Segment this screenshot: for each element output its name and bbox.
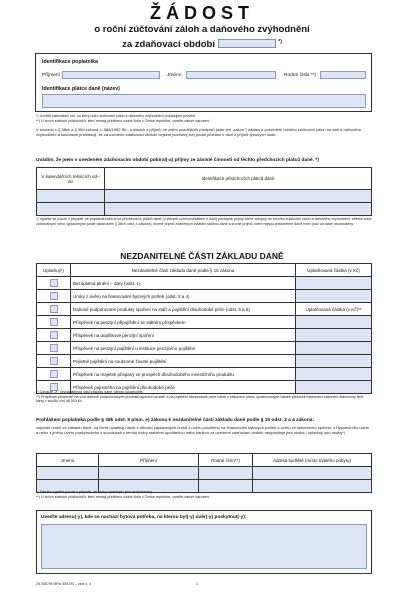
payers-col-months: V kalendářních měsících od–do — [37, 168, 105, 190]
footer-code: 25 5457/B MFin 5457/B – vzor č. 4 — [36, 582, 92, 586]
notes-allowances — [36, 390, 372, 404]
address-label: Uveďte adresu(-y), kde se nachází bytová potřeba, na kterou byl(-y) úvěr(-y) poskytnut(-y): — [41, 515, 247, 520]
payers-note: *) Vyplňte se pouze v případě, že poplatník pobíral od předchozích plátců daně (u kterých učinil prohlášení k dani) postupné příjmy, které vstupují do ročního zúčtování záloh a daňového zvýhodnění, střetné mezi zúčtovanými nebo vyplacenými podle ustanovení § 38ch odst. 4 zákona), kromě příjmů zdaněných zvláštní sazbou daně a kromě příjmů, které nejsou předmětem daně nebo jsou od daně osvobozeny. — [36, 217, 372, 226]
allowance-label: Příspěvek na penzijní pojištění u instituce penzijního pojištění — [71, 342, 296, 355]
allowance-checkbox[interactable] — [50, 279, 58, 287]
subtitle-line1: o roční zúčtování záloh a daňového zvýhodnění — [94, 24, 310, 35]
persons-address-input-1[interactable] — [253, 467, 372, 480]
payers-table — [36, 167, 372, 216]
address-box — [36, 510, 372, 574]
allowance-apply-cell[interactable] — [37, 303, 71, 316]
note-foreign: **) U cizích státních příslušníků, kteří nemají přiděleno rodné číslo v České republice, uveďte datum narození. — [36, 494, 211, 499]
allowance-label: Příspěvek pojistného na pojištění dlouhodobé péče — [71, 381, 296, 394]
payers-question — [36, 158, 319, 163]
allowance-apply-cell[interactable] — [37, 355, 71, 368]
persons-col-name: Jméno — [37, 454, 99, 467]
subtitle-period-label: za zdaňovací období — [122, 39, 215, 51]
allowance-checkbox[interactable] — [50, 357, 58, 365]
birthnum-input[interactable] — [320, 71, 366, 79]
payers-id-input-2[interactable] — [105, 203, 372, 216]
surname-input[interactable] — [62, 71, 160, 79]
notes-identification — [36, 114, 372, 123]
persons-birthnum-input-1[interactable] — [199, 467, 253, 480]
declaration-paragraph: V souladu s § 38ch a § 35d zákona č. 586/1992 Sb., o daních z příjmů, ve znění pozdějších předpisů (dále jen „zákon") žádám o provedení ročního zúčtování záloh na daň a daňového zvýhodnění a současně prohlašuji, že za uvedené zdaňovací období nejsem povinen(-na) podat přiznání k dani z příjmů fyzických osob. — [36, 127, 361, 138]
allowance-apply-cell[interactable] — [37, 290, 71, 303]
note-limit: **) Příspěvek příspěvků na více daňově podporovaných produktů spoření na stáří a na pojištění dlouhodobé péče nelze v celkovém úhrnu uplatňovaných částek překročit maximální zákonem stanovený limit, který v součtu činí 48 000 Kč. — [36, 394, 365, 404]
allowance-apply-cell[interactable] — [37, 368, 71, 381]
allowance-apply-cell[interactable] — [37, 342, 71, 355]
allowance-label: Daňové podporované produkty spoření na stáří a pojištění dlouhodobé péče (odst. 5 a 6) — [71, 303, 296, 316]
taxpayer-id-label: Identifikace poplatníka — [42, 59, 98, 65]
allowance-amount-input[interactable] — [296, 355, 372, 368]
allowances-col-desc: Nezdanitelné části základu daně podle § 15 zákona — [71, 264, 296, 277]
allowances-col-apply-note: *) — [60, 267, 64, 273]
allowance-label: Příspěvek na doplňkové penzijní spoření — [71, 329, 296, 342]
birthnum-label-text: Rodné číslo — [284, 73, 310, 78]
identification-box — [35, 53, 372, 112]
employer-input[interactable] — [42, 94, 366, 108]
allowance-label: Příspěvek na majetek přispaný ve prospěch dlouhodobého investičního produktu — [71, 368, 296, 381]
allowances-col-amount: Uplatňovaná částka (v Kč) — [296, 264, 372, 277]
allowance-amount-input[interactable] — [296, 368, 372, 381]
payers-question-note-mark: *) — [315, 158, 319, 163]
form-title: ŽÁDOST — [150, 3, 254, 23]
allowances-col-apply — [37, 264, 71, 277]
employer-label: Identifikace plátce daně (název) — [42, 86, 120, 92]
payers-question-text: Uvádím, že jsem v uvedeném zdaňovacím období pobíral(-a) příjmy ze závislé činnosti od těchto předchozích plátců daně. — [36, 158, 315, 163]
subtitle-line2 — [0, 36, 404, 51]
allowance-checkbox[interactable] — [50, 305, 58, 313]
allowance-row — [37, 277, 372, 290]
allowances-col-apply-text: Uplatňuji — [43, 267, 61, 273]
persons-col-surname: Příjmení — [99, 454, 199, 467]
allowance-apply-cell[interactable] — [37, 329, 71, 342]
allowance-apply-cell[interactable] — [37, 277, 71, 290]
surname-label: Příjmení — [42, 73, 60, 78]
period-note-mark: *) — [278, 39, 282, 45]
birthnum-label — [284, 73, 316, 78]
name-input[interactable] — [186, 71, 276, 79]
allowance-row — [37, 342, 372, 355]
allowance-row — [37, 329, 372, 342]
birthnum-note-mark: **) — [310, 73, 317, 78]
note-period: *) Uveďte kalendářní rok, za který roční zúčtování záloh a daňového zvýhodnění požadujete provést. — [36, 114, 197, 118]
address-input[interactable] — [41, 524, 367, 569]
footer-page: 1 — [196, 582, 198, 586]
allowance-row — [37, 368, 372, 381]
allowance-apply-cell[interactable] — [37, 316, 71, 329]
allowance-row — [37, 290, 372, 303]
persons-name-input-1[interactable] — [37, 467, 99, 480]
payers-col-identification: Identifikace předchozích plátců daně — [105, 168, 372, 190]
allowance-checkbox[interactable] — [50, 318, 58, 326]
persons-col-birthnum: Rodné číslo**) — [199, 454, 253, 467]
allowance-label: Pojistné pojištění na soukromé životní pojištění — [71, 355, 296, 368]
note-birthnum: **) U cizích státních příslušníků, kterí nemají přiděleno rodné číslo v České republice, uveďte datum narození. — [36, 118, 211, 123]
declaration-title: Prohlášení poplatníka podle § 38k odst. 5 písm. e) zákona k nezdanitelné části základu daně podle § 15 odst. 3 a 4 zákona: — [36, 418, 315, 423]
allowance-row — [37, 316, 372, 329]
period-input[interactable] — [218, 39, 276, 48]
note-table: *) Tabulku vyplňte pouze v případě, že úroky uplatňuje i jiná osoba/osoby. — [36, 490, 153, 494]
allowance-amount-input[interactable] — [296, 342, 372, 355]
allowance-amount-input[interactable] — [296, 316, 372, 329]
allowance-subheader: Uplatňovaná částka (v Kč)** — [296, 303, 372, 316]
allowance-amount-input[interactable] — [296, 329, 372, 342]
declaration-text: odpočet úroků ze základu daně, na které uplatňuji nárok z důvodu zaplacených úroků z úvěru použitého na financování bytových potřeb z úvěru ze stavebního spoření, z hypotečního úvěru a nebo z jiného úvěru poskytnutého v souvislosti s těmito úvěry stavební spořitelnou nebo bankou za uvedené zdaňovací období neuplatňuje jiná osoba / uplatňují tyto osoby*) — [36, 425, 370, 436]
allowance-row — [37, 303, 372, 316]
payers-id-input-1[interactable] — [105, 190, 372, 203]
persons-col-address: Adresa bydliště (místo trvalého pobytu) — [253, 454, 372, 467]
allowance-label: Úroky z úvěru na financování bytových potřeb (odst. 3 a 4) — [71, 290, 296, 303]
allowance-amount-input[interactable] — [296, 290, 372, 303]
allowance-row — [37, 355, 372, 368]
notes-persons — [36, 490, 372, 499]
allowance-label: Příspěvek na penzijní připojištění se státním příspěvkem — [71, 316, 296, 329]
payers-months-input-2[interactable] — [37, 203, 105, 216]
allowance-checkbox[interactable] — [50, 344, 58, 352]
allowances-title: NEZDANITELNÉ ČÁSTI ZÁKLADU DANĚ — [120, 251, 284, 261]
note-mark-x: *) Označte „X" nezdanitelnou část základu daně, kterou uplatňujete. — [36, 390, 144, 394]
allowance-checkbox[interactable] — [50, 370, 58, 378]
persons-table — [36, 453, 372, 493]
persons-surname-input-1[interactable] — [99, 467, 199, 480]
allowance-checkbox[interactable] — [50, 292, 58, 300]
allowance-amount-input[interactable] — [296, 277, 372, 290]
name-label: Jméno — [167, 73, 182, 78]
allowance-label: Bezúplatná plnění – dary (odst. 1) — [71, 277, 296, 290]
form-subtitle — [0, 24, 404, 51]
allowance-checkbox[interactable] — [50, 331, 58, 339]
payers-months-input-1[interactable] — [37, 190, 105, 203]
allowances-table — [36, 263, 372, 394]
